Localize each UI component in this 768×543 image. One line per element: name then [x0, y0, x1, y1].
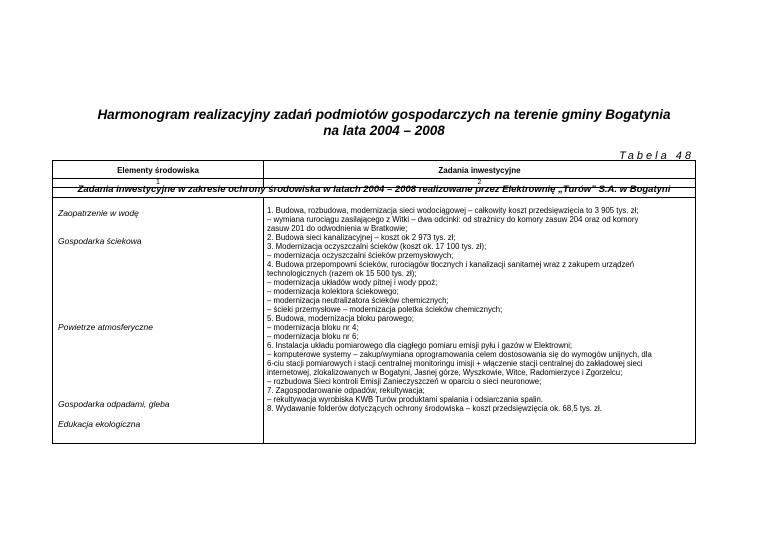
task-line: – wymiana rurociągu zasilającego z Witki – dwa odcinki: od strażnicy do komory zasuw 204 oraz od komory: [267, 215, 639, 224]
task-line: zasuw 201 do odwodnienia w Bratkowie;: [267, 224, 408, 233]
task-line: 3. Modernizacja oczyszczalni ścieków (koszt ok. 17 100 tys. zł);: [267, 242, 487, 251]
task-line: – ścieki przemysłowe – modernizacja poletka ścieków chemicznych;: [267, 305, 503, 314]
section-heading: Zadania inwestycyjne w zakresie ochrony środowiska w latach 2004 – 2008 realizowane przez Elektrownię „Turów” S.A. w Bogatyni: [77, 184, 671, 195]
element-sewage: Gospodarka ściekowa: [58, 236, 142, 246]
task-line: 5. Budowa, modernizacja bloku parowego;: [267, 314, 414, 323]
column-number-1: 1: [156, 179, 160, 186]
task-line: – rekultywacja wyrobiska KWB Turów produktami spalania i odsiarczania spalin.: [267, 395, 544, 404]
task-line: – modernizacja neutralizatora ścieków chemicznych;: [267, 296, 449, 305]
column-divider: [263, 197, 264, 443]
table-number-label: Tabela 48: [619, 150, 694, 162]
element-air: Powietrze atmosferyczne: [58, 322, 153, 332]
task-line: internetowej, zlokalizowanych w Bogatyni, Jasnej górze, Wyszkowie, Witce, Radomierzyce i Zgorzelcu;: [267, 368, 623, 377]
column-number-2: 2: [477, 179, 482, 186]
task-line: 8. Wydawanie folderów dotyczących ochrony środowiska – koszt przedsięwzięcia ok. 68,5 tys. zł.: [267, 404, 602, 413]
task-line: 1. Budowa, rozbudowa, modernizacja sieci wodociągowej – całkowity koszt przedsięwzięcia to 3 905 tys. zł;: [267, 206, 639, 215]
task-line: – rozbudowa Sieci kontroli Emisji Zanieczyszczeń w oparciu o sieci neuronowe;: [267, 377, 542, 386]
task-line: – modernizacja układów wody pitnej i wody ppoż;: [267, 278, 438, 287]
schedule-table: [52, 160, 696, 444]
task-line: – komputerowe systemy – zakup/wymiana oprogramowania celem dostosowania się do wymogów unijnych, dla: [267, 350, 652, 359]
task-line: 6. Instalacja układu pomiarowego dla ciągłego pomiaru emisji pyłu i gazów w Elektrowni;: [267, 341, 573, 350]
page-title: Harmonogram realizacyjny zadań podmiotów gospodarczych na terenie gminy Bogatynia: [97, 107, 671, 122]
header-elements: Elementy środowiska: [117, 166, 199, 175]
task-line: 4. Budowa przepompowni ścieków, rurociągów tłocznych i kanalizacji sanitarnej wraz z zakupem urządzeń: [267, 260, 635, 269]
section-divider: [53, 197, 695, 198]
header-tasks: Zadania inwestycyjne: [438, 166, 521, 175]
task-line: technologicznych (razem ok 15 500 tys. zł);: [267, 269, 417, 278]
task-line: 6-ciu stacji pomiarowych i stacji centralnej monitoringu imisji + włączenie stacji centralnej do zakładowej sieci: [267, 359, 643, 368]
task-line: – modernizacja oczyszczalni ścieków przemysłowych;: [267, 251, 454, 260]
task-line: – modernizacja bloku nr 4;: [267, 323, 359, 332]
element-water: Zaopatrzenie w wodę: [58, 208, 139, 218]
task-line: 7. Zagospodarowanie odpadów, rekultywacja;: [267, 386, 425, 395]
task-line: 2. Budowa sieci kanalizacyjnej – koszt ok 2 973 tys. zł;: [267, 233, 456, 242]
task-line: – modernizacja kolektora ściekowego;: [267, 287, 399, 296]
page-subtitle: na lata 2004 – 2008: [323, 123, 445, 138]
element-waste: Gospodarka odpadami, gleba: [58, 399, 170, 409]
task-line: – modernizacja bloku nr 6;: [267, 332, 359, 341]
element-education: Edukacja ekologiczna: [58, 419, 141, 429]
